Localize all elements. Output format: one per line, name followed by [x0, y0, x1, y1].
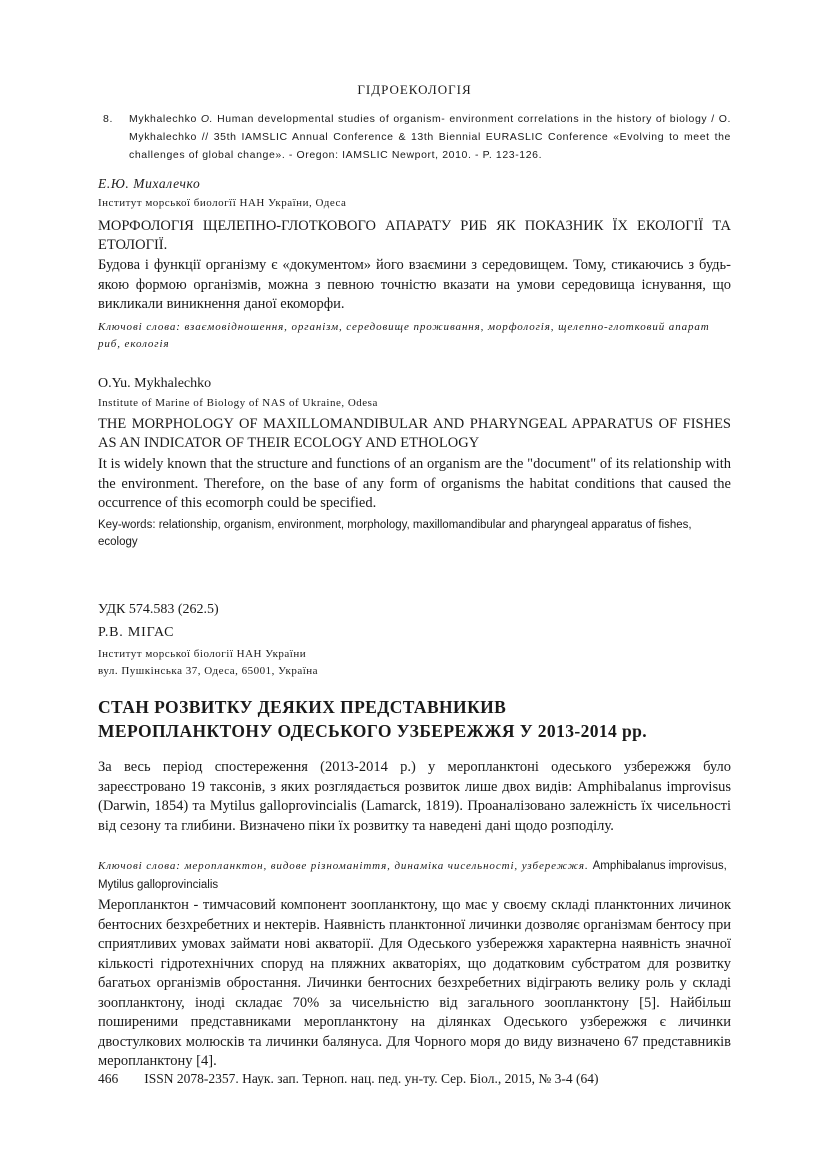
article-abstract: За весь період спостереження (2013-2014 р.) у меропланктоні одеського узбережжя було зареєстровано 19 таксонів, з яких розглядається розвиток лише двох видів: Amphibalanus improvisus (Darwin, 1854) та Mytilus galloprovincialis (Lamarck, 1819). Проаналізовано залежність їх чисельності від сезону та глибини. Визначено піки їх розвитку та наведені дані щодо розподілу. [98, 759, 731, 834]
article-address: вул. Пушкінська 37, Одеса, 65001, Україна [98, 665, 319, 677]
article-keywords [98, 856, 731, 894]
ua-keywords: Ключові слова: взаємовідношення, організм, середовище проживання, морфологія, щелепно-глотковий апарат риб, екологія [98, 321, 710, 350]
journal-citation: ISSN 2078-2357. Наук. зап. Терноп. нац. пед. ун-ту. Сер. Біол., 2015, № 3-4 (64) [144, 1071, 599, 1086]
en-author: O.Yu. Mykhalechko [98, 376, 212, 391]
reference-initial: O. [200, 113, 214, 125]
article-affiliation: Інститут морської біології НАН України [98, 648, 307, 660]
udk-code: УДК 574.583 (262.5) [98, 602, 219, 617]
reference-text [129, 110, 731, 164]
article-keywords-label: Ключові слова: меропланктон, видове різноманіття, динаміка чисельності, узбережжя. [98, 860, 589, 872]
article-title-line-2: МЕРОПЛАНКТОНУ ОДЕСЬКОГО УЗБЕРЕЖЖЯ У 2013-2014 рр. [98, 721, 648, 741]
ua-author: Е.Ю. Михалечко [98, 176, 201, 191]
article-title-line-1: СТАН РОЗВИТКУ ДЕЯКИХ ПРЕДСТАВНИКИВ [98, 697, 507, 717]
en-title: THE MORPHOLOGY OF MAXILLOMANDIBULAR AND PHARYNGEAL APPARATUS OF FISHES AS AN INDICATOR OF THEIR ECOLOGY AND ETHOLOGY [98, 416, 731, 451]
page-footer [98, 1071, 598, 1087]
article-author: Р.В. МІГАС [98, 625, 175, 640]
article-keywords-species: Amphibalanus improvisus, Mytilus galloprovincialis [98, 860, 727, 891]
running-header: ГІДРОЕКОЛОГІЯ [357, 82, 472, 97]
ua-title: МОРФОЛОГІЯ ЩЕЛЕПНО-ГЛОТКОВОГО АПАРАТУ РИБ ЯК ПОКАЗНИК ЇХ ЕКОЛОГІЇ ТА ЕТОЛОГІЇ. [98, 218, 731, 253]
reference-item [98, 110, 731, 164]
reference-number: 8. [103, 113, 113, 125]
ua-abstract-text: Будова і функції організму є «документом» його взаємини з середовищем. Тому, стикаючись з будь-якою формою організмів, можна з певною точністю вказати на умови середовища існування, що викликали виникнення даної екоморфи. [98, 257, 731, 312]
article-body: Меропланктон - тимчасовий компонент зоопланктону, що має у своєму складі планктонних личинок бентосних безхребетних и нектерів. Наявність планктонної личинки дозволяє організмам бентосу при сприятливих умовах займати нові акваторії. Для Одеського узбережжя характерна наявність значної кількості гідротехнічних споруд на пляжних акваторіях, що додатковим субстратом для розвитку багатьох організмів обростання. Личинки бентосних безхребетних відіграють велику роль у складі зоопланктону, іноді складає 70% за чисельністю від загального зоопланктону [5]. Найбільш поширеними представниками меропланктону на ділянках Одеського узбережжя є личинки двостулкових молюсків та личинки балянуса. Для Чорного моря до виду визначено 67 представників меропланктону [4]. [98, 897, 731, 1069]
page-number: 466 [98, 1071, 119, 1086]
en-abstract-text: It is widely known that the structure and functions of an organism are the "document" of its relationship with the environment. Therefore, on the base of any form of organisms the habitat conditions that caused the occurrence of this ecomorph could be specified. [98, 456, 731, 511]
en-keywords: Key-words: relationship, organism, environment, morphology, maxillomandibular and pharyngeal apparatus of fishes, ecology [98, 519, 692, 548]
reference-body: Human developmental studies of organism- environment correlations in the history of biology / O. Mykhalechko // 35th IAMSLIC Annual Conference & 13th Biennial EURASLIC Conference «Evolving to meet the challenges of global change». - Oregon: IAMSLIC Newport, 2010. - P. 123-126. [129, 113, 731, 161]
ua-affiliation: Інститут морської биологїї НАН України, Одеса [98, 197, 347, 209]
reference-author: Mykhalechko [129, 113, 197, 125]
en-affiliation: Institute of Marine of Biology of NAS of Ukraine, Odesa [98, 397, 378, 409]
